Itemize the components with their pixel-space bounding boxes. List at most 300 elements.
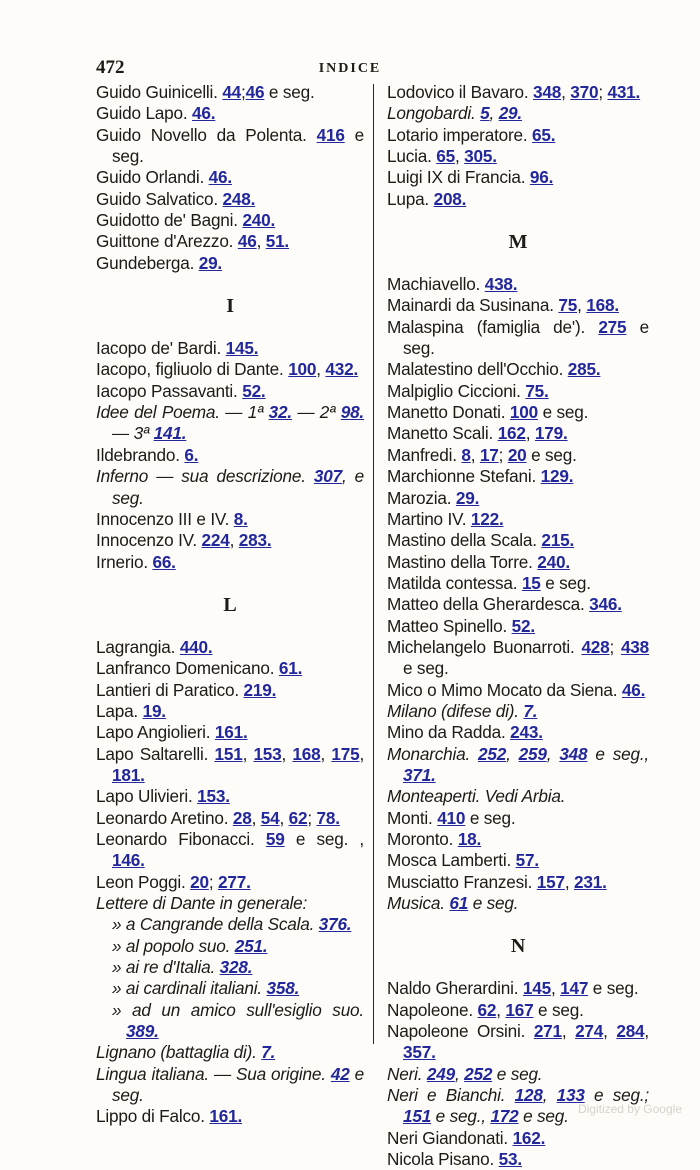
page-reference-link[interactable]: 371.	[403, 764, 436, 785]
entry-label: Leonardo Aretino.	[96, 807, 233, 828]
index-entry	[387, 616, 649, 637]
index-entry	[96, 231, 364, 252]
page-reference-link[interactable]: 51.	[265, 231, 290, 252]
entry-label: Mastino della Torre.	[387, 551, 538, 572]
index-entry	[387, 125, 649, 146]
entry-label: Lodovico il Bavaro.	[387, 82, 533, 102]
index-entry	[96, 338, 364, 359]
page-reference-link[interactable]: 62	[477, 999, 497, 1020]
index-entry	[96, 189, 364, 210]
page-reference-link[interactable]: 19.	[142, 700, 166, 721]
entry-label: Manetto Donati.	[387, 402, 510, 423]
entry-label: Lagrangia.	[96, 636, 180, 657]
entry-suffix: e seg.	[403, 658, 449, 679]
page-reference-link[interactable]: 145.	[225, 338, 259, 359]
index-entry	[96, 103, 364, 124]
entry-label: » a Cangrande della Scala.	[112, 914, 319, 935]
page-reference-link[interactable]: 133	[556, 1085, 585, 1106]
entry-label: Lucia.	[387, 146, 437, 167]
entry-label: Malatestino dell'Occhio.	[387, 359, 568, 380]
entry-separator: ,	[489, 103, 499, 124]
page-reference-link[interactable]: 240.	[242, 210, 276, 231]
page-reference-link[interactable]: 348	[533, 82, 562, 102]
page-reference-link[interactable]: 271	[533, 1021, 562, 1042]
entry-label: Innocenzo III e IV.	[96, 508, 234, 529]
entry-label: Malaspina (famiglia de').	[387, 316, 599, 337]
entry-separator: ,	[470, 444, 480, 465]
entry-label: Lantieri di Paratico.	[96, 679, 244, 700]
index-entry	[387, 103, 649, 124]
entry-label: Longobardi.	[387, 103, 481, 124]
index-entry	[387, 381, 649, 402]
page-reference-link[interactable]: 65.	[532, 124, 556, 145]
index-entry	[96, 914, 364, 935]
entries-n	[387, 978, 649, 1170]
index-entry	[96, 125, 364, 168]
page-reference-link[interactable]: 52.	[511, 615, 535, 636]
index-entry	[96, 1042, 364, 1063]
index-entry	[96, 701, 364, 722]
page-reference-link[interactable]: 416	[316, 124, 345, 145]
page-reference-link[interactable]: 240.	[537, 551, 570, 572]
section-letter-n: N	[510, 935, 526, 958]
index-entry	[96, 786, 364, 807]
page-reference-link[interactable]: 275	[598, 316, 627, 337]
page-reference-link[interactable]: 7.	[523, 700, 538, 721]
page-reference-link[interactable]: 410	[437, 807, 466, 828]
entry-label: Manfredi.	[387, 444, 462, 465]
index-entry	[387, 786, 649, 807]
page-reference-link[interactable]: 251.	[234, 935, 268, 956]
index-entry	[387, 466, 649, 487]
index-entry	[387, 808, 649, 829]
entry-label: Iacopo de' Bardi.	[96, 338, 226, 359]
entry-label: Mino da Radda.	[387, 722, 511, 743]
page-reference-link[interactable]: 5	[480, 103, 490, 124]
page-reference-link[interactable]: 438	[620, 636, 650, 657]
index-entry	[387, 1149, 649, 1170]
entry-label: Naldo Gherardini.	[387, 978, 523, 999]
index-entry	[96, 359, 364, 380]
page-reference-link[interactable]: 53.	[498, 1149, 522, 1170]
page-reference-link[interactable]: 52.	[242, 380, 266, 401]
entry-separator: ,	[577, 295, 587, 316]
entry-separator: ,	[564, 871, 575, 892]
page-reference-link[interactable]: 57.	[515, 850, 539, 871]
entry-label: Lotario imperatore.	[387, 124, 533, 145]
entry-separator: — 2ª	[291, 402, 341, 423]
page-reference-link[interactable]: 370	[570, 82, 599, 102]
page-reference-link[interactable]: 6.	[184, 444, 199, 465]
entry-label: Lanfranco Domenicano.	[96, 658, 279, 679]
page-reference-link[interactable]: 28	[232, 807, 252, 828]
entry-separator: ,	[550, 978, 561, 999]
entry-label: Lapo Angiolieri.	[96, 722, 215, 743]
entry-separator: ,	[561, 1021, 576, 1042]
entry-separator: ,	[256, 231, 266, 252]
entry-separator: e seg.,	[587, 743, 650, 764]
entry-label: Martino IV.	[387, 508, 471, 529]
index-entry	[387, 573, 649, 594]
entry-separator: ,	[454, 146, 465, 167]
entries-l	[96, 637, 364, 1128]
index-entry	[387, 423, 649, 444]
entry-separator: ,	[506, 743, 519, 764]
page-reference-link[interactable]: 18.	[457, 829, 482, 849]
page-reference-link[interactable]: 431.	[607, 82, 641, 102]
index-entry	[387, 552, 649, 573]
page-reference-link[interactable]: 44	[222, 82, 242, 102]
index-entry	[96, 893, 364, 914]
page-reference-link[interactable]: 305.	[464, 146, 497, 167]
index-entry	[387, 82, 649, 103]
entry-separator: e seg.;	[584, 1085, 649, 1106]
page-reference-link[interactable]: 20	[507, 444, 527, 465]
page-reference-link[interactable]: 428	[581, 636, 610, 657]
entry-label: Inferno — sua descrizione.	[96, 466, 314, 487]
entry-label: Moronto.	[387, 829, 458, 849]
entry-label: Matteo della Gherardesca.	[387, 594, 590, 615]
entry-separator: ,	[525, 423, 535, 444]
entry-suffix: e seg.	[533, 999, 584, 1020]
page-reference-link[interactable]: 162	[497, 423, 526, 444]
entry-label: Musica.	[387, 893, 450, 914]
page-reference-link[interactable]: 248.	[222, 188, 256, 209]
index-entry	[96, 552, 364, 573]
page-reference-link[interactable]: 172	[490, 1106, 519, 1127]
page-reference-link[interactable]: 129.	[540, 466, 574, 487]
index-entry	[96, 402, 364, 445]
entry-suffix: e seg.	[526, 444, 577, 465]
page-reference-link[interactable]: 307	[313, 466, 342, 487]
entry-separator: ,	[320, 743, 332, 764]
entry-separator: ,	[644, 1021, 649, 1042]
entry-label: Iacopo, figliuolo di Dante.	[96, 359, 289, 380]
page-reference-link[interactable]: 348	[559, 743, 588, 764]
entries-g	[96, 82, 364, 274]
index-entry	[96, 381, 364, 402]
page-reference-link[interactable]: 151	[403, 1106, 432, 1127]
page-reference-link[interactable]: 243.	[510, 722, 543, 743]
page-reference-link[interactable]: 249	[426, 1063, 455, 1084]
page-reference-link[interactable]: 432.	[325, 359, 359, 380]
entry-label: Lettere di Dante in generale:	[96, 893, 308, 913]
page-reference-link[interactable]: 29.	[498, 103, 522, 124]
index-entry	[387, 594, 649, 615]
page-reference-link[interactable]: 231.	[574, 871, 607, 892]
page-reference-link[interactable]: 252	[464, 1063, 493, 1084]
page-reference-link[interactable]: 358.	[266, 978, 300, 999]
entry-label: Malpiglio Ciccioni.	[387, 380, 526, 401]
entry-label: Manetto Scali.	[387, 423, 498, 444]
entry-label: » ad un amico sull'esiglio suo.	[112, 999, 364, 1020]
entry-label: Milano (difese di).	[387, 700, 524, 721]
page-reference-link[interactable]: 61.	[278, 658, 303, 679]
page-reference-link[interactable]: 147	[560, 978, 589, 999]
page-reference-link[interactable]: 328.	[219, 957, 253, 978]
page-reference-link[interactable]: 153.	[197, 786, 230, 807]
section-letter-i: I	[226, 295, 234, 318]
page-reference-link[interactable]: 46.	[192, 103, 216, 124]
page-reference-link[interactable]: 46	[245, 82, 265, 102]
entry-label: Napoleone.	[387, 999, 478, 1020]
index-entry	[387, 295, 649, 316]
page-reference-link[interactable]: 46.	[208, 167, 232, 188]
entry-label: Michelangelo Buonarroti.	[387, 636, 582, 657]
entry-suffix: , e seg.	[112, 466, 364, 508]
entry-label: Mainardi da Susinana.	[387, 295, 559, 316]
entry-separator: ,	[251, 807, 261, 828]
entry-separator: ,	[316, 359, 326, 380]
entries-m	[387, 274, 649, 914]
page-reference-link[interactable]: 440.	[179, 636, 213, 657]
entry-label: Marchionne Stefani.	[387, 466, 541, 487]
page-reference-link[interactable]: 8.	[233, 508, 248, 529]
entry-separator: ;	[609, 636, 621, 657]
page-reference-link[interactable]: 122.	[470, 508, 504, 529]
entry-label: Irnerio.	[96, 551, 153, 572]
section-letter-l: L	[223, 593, 237, 616]
index-entry	[96, 1064, 364, 1107]
page-reference-link[interactable]: 32.	[268, 402, 292, 423]
index-entry	[96, 1000, 364, 1043]
page-reference-link[interactable]: 98.	[340, 402, 365, 423]
index-entry	[387, 850, 649, 871]
entry-separator: ,	[561, 82, 571, 102]
entry-label: Lapo Ulivieri.	[96, 786, 198, 807]
index-entry	[387, 978, 649, 999]
entry-label: Lignano (battaglia di).	[96, 1042, 262, 1063]
entry-separator: ;	[241, 82, 246, 102]
entry-label: Lapo Saltarelli.	[96, 743, 215, 764]
page-reference-link[interactable]: 8	[461, 444, 471, 465]
watermark: Digitized by Google	[577, 1102, 682, 1116]
entry-label: Leonardo Fibonacci.	[96, 828, 266, 849]
page-reference-link[interactable]: 259	[518, 743, 547, 764]
page-reference-link[interactable]: 17	[479, 444, 499, 465]
index-entry	[387, 509, 649, 530]
page-reference-link[interactable]: 357.	[403, 1042, 436, 1063]
page-reference-link[interactable]: 389.	[126, 1021, 159, 1042]
page-reference-link[interactable]: 438.	[484, 274, 518, 295]
index-entry	[96, 530, 364, 551]
index-entry	[387, 744, 649, 787]
entry-suffix: e seg.	[468, 893, 519, 914]
entry-label: Machiavello.	[387, 274, 485, 295]
page-reference-link[interactable]: 46.	[621, 679, 646, 700]
index-entry	[387, 872, 649, 893]
entry-separator: ,	[229, 530, 239, 551]
page-reference-link[interactable]: 75.	[525, 380, 549, 401]
entry-separator: ;	[208, 871, 218, 892]
page-reference-link[interactable]: 376.	[318, 914, 352, 935]
page-reference-link[interactable]: 7.	[261, 1042, 276, 1063]
entry-suffix: e seg.	[540, 572, 591, 593]
index-entry	[96, 808, 364, 829]
page-reference-link[interactable]: 219.	[243, 679, 277, 700]
page-reference-link[interactable]: 153	[253, 743, 282, 764]
entry-suffix: e seg.	[112, 1063, 364, 1106]
index-entry	[96, 445, 364, 466]
index-entry	[387, 637, 649, 680]
page-reference-link[interactable]: 168.	[586, 295, 619, 316]
page-reference-link[interactable]: 157	[536, 871, 565, 892]
left-column	[96, 82, 364, 1128]
page-reference-link[interactable]: 141.	[153, 423, 187, 444]
entry-separator: ,	[603, 1021, 617, 1042]
entry-label: Monti.	[387, 807, 438, 828]
index-entry	[96, 978, 364, 999]
index-entry	[96, 957, 364, 978]
entry-label: Guido Orlandi.	[96, 167, 209, 188]
entry-label: Mastino della Scala.	[387, 530, 542, 551]
page-reference-link[interactable]: 96.	[529, 167, 554, 188]
page-reference-link[interactable]: 284	[616, 1021, 645, 1042]
page-reference-link[interactable]: 161.	[209, 1106, 243, 1127]
index-entry	[387, 722, 649, 743]
page-reference-link[interactable]: 252	[478, 743, 507, 764]
page-reference-link[interactable]: 274	[575, 1021, 604, 1042]
index-entry	[96, 167, 364, 188]
index-entry	[387, 701, 649, 722]
column-divider	[373, 84, 374, 1044]
entry-label: » ai re d'Italia.	[112, 957, 220, 978]
page-reference-link[interactable]: 161.	[214, 722, 248, 743]
page-reference-link[interactable]: 145	[522, 978, 551, 999]
page-reference-link[interactable]: 128	[514, 1085, 543, 1106]
page-reference-link[interactable]: 175	[331, 743, 360, 764]
page-reference-link[interactable]: 29.	[198, 252, 223, 273]
entry-label: Matteo Spinello.	[387, 615, 512, 636]
page-reference-link[interactable]: 151	[214, 743, 243, 764]
entry-label: Matilda contessa.	[387, 572, 522, 593]
page-reference-link[interactable]: 167	[505, 999, 534, 1020]
page-reference-link[interactable]: 75	[558, 295, 578, 316]
page-reference-link[interactable]: 346.	[589, 594, 622, 615]
entry-separator: ,	[279, 807, 289, 828]
entry-separator: ,	[242, 743, 254, 764]
index-entry	[96, 509, 364, 530]
index-entry	[387, 680, 649, 701]
entry-label: Lippo di Falco.	[96, 1106, 210, 1127]
entry-label: Guido Lapo.	[96, 103, 193, 124]
entry-label: » ai cardinali italiani.	[112, 978, 267, 999]
entry-separator: e seg.,	[431, 1106, 491, 1127]
entry-separator: ,	[281, 743, 293, 764]
index-entry	[96, 744, 364, 787]
section-letter-m: M	[508, 231, 528, 254]
page-number: 472	[96, 57, 125, 78]
page-reference-link[interactable]: 283.	[238, 530, 272, 551]
entries-i	[96, 338, 364, 573]
page-reference-link[interactable]: 146.	[112, 850, 145, 871]
index-entry	[387, 1064, 649, 1085]
entry-suffix: e seg.	[538, 402, 589, 423]
entry-label: Idee del Poema. — 1ª	[96, 402, 269, 423]
index-entry	[96, 1106, 364, 1127]
page-reference-link[interactable]: 54	[260, 807, 280, 828]
index-entry	[96, 82, 364, 103]
entry-label: Mico o Mimo Mocato da Siena.	[387, 679, 622, 700]
index-entry	[387, 317, 649, 360]
page-reference-link[interactable]: 59	[265, 828, 285, 849]
page-reference-link[interactable]: 42	[330, 1063, 350, 1084]
entry-label: Gundeberga.	[96, 252, 199, 273]
entry-separator: ,	[546, 743, 560, 764]
index-entry	[387, 1128, 649, 1149]
entry-label: Monteaperti. Vedi Arbia.	[387, 786, 566, 807]
page-reference-link[interactable]: 100	[288, 359, 317, 380]
entry-label: Marozia.	[387, 487, 456, 508]
entry-label: Guidotto de' Bagni.	[96, 210, 243, 231]
entry-label: Nicola Pisano.	[387, 1149, 499, 1170]
index-entry	[96, 637, 364, 658]
page-header	[0, 57, 700, 81]
page-reference-link[interactable]: 208.	[433, 188, 467, 209]
entry-label: Lupa.	[387, 188, 434, 209]
entry-label: Monarchia.	[387, 743, 479, 764]
page-reference-link[interactable]: 29.	[455, 487, 480, 508]
index-entry	[387, 167, 649, 188]
entry-label: Musciatto Franzesi.	[387, 871, 537, 892]
index-entry	[96, 680, 364, 701]
page-reference-link[interactable]: 168	[292, 743, 321, 764]
index-entry	[387, 893, 649, 914]
entry-label: Lapa.	[96, 700, 143, 721]
page-reference-link[interactable]: 285.	[567, 359, 601, 380]
index-entry	[387, 146, 649, 167]
entry-suffix: e seg.	[492, 1063, 543, 1084]
page-reference-link[interactable]: 100	[509, 402, 538, 423]
page-reference-link[interactable]: 66.	[152, 551, 176, 572]
page-reference-link[interactable]: 162.	[512, 1127, 546, 1148]
page-reference-link[interactable]: 61	[449, 893, 469, 914]
entry-label: Leon Poggi.	[96, 871, 191, 892]
page-reference-link[interactable]: 179.	[534, 423, 568, 444]
entry-label: Neri.	[387, 1063, 427, 1084]
page-reference-link[interactable]: 181.	[112, 764, 145, 785]
index-entry	[96, 210, 364, 231]
page-reference-link[interactable]: 65	[436, 146, 455, 167]
page-reference-link[interactable]: 277.	[218, 871, 251, 892]
entry-separator: ,	[542, 1085, 557, 1106]
entry-suffix: e seg.	[112, 124, 364, 167]
entry-label: Iacopo Passavanti.	[96, 380, 243, 401]
entry-label: Innocenzo IV.	[96, 530, 202, 551]
entry-suffix: e seg.	[588, 978, 639, 999]
entry-suffix: e seg.	[465, 807, 516, 828]
index-entry	[96, 253, 364, 274]
index-entry	[387, 1021, 649, 1064]
entry-label: Guittone d'Arezzo.	[96, 231, 238, 252]
page-reference-link[interactable]: 46	[237, 231, 257, 252]
page-reference-link[interactable]: 20	[190, 871, 209, 892]
entry-label: Guido Novello da Polenta.	[96, 124, 317, 145]
index-entry	[96, 829, 364, 872]
page-reference-link[interactable]: 62	[288, 807, 308, 828]
entry-separator: ;	[598, 82, 608, 102]
index-entry	[387, 488, 649, 509]
page-reference-link[interactable]: 215.	[541, 530, 575, 551]
page-reference-link[interactable]: 15	[521, 572, 541, 593]
page-reference-link[interactable]: 224	[201, 530, 230, 551]
right-column	[387, 82, 649, 1170]
entry-label: Guido Salvatico.	[96, 188, 223, 209]
page-reference-link[interactable]: 78.	[316, 807, 340, 828]
index-entry	[387, 445, 649, 466]
entry-separator: ,	[359, 743, 365, 764]
entry-label: Ildebrando.	[96, 444, 185, 465]
